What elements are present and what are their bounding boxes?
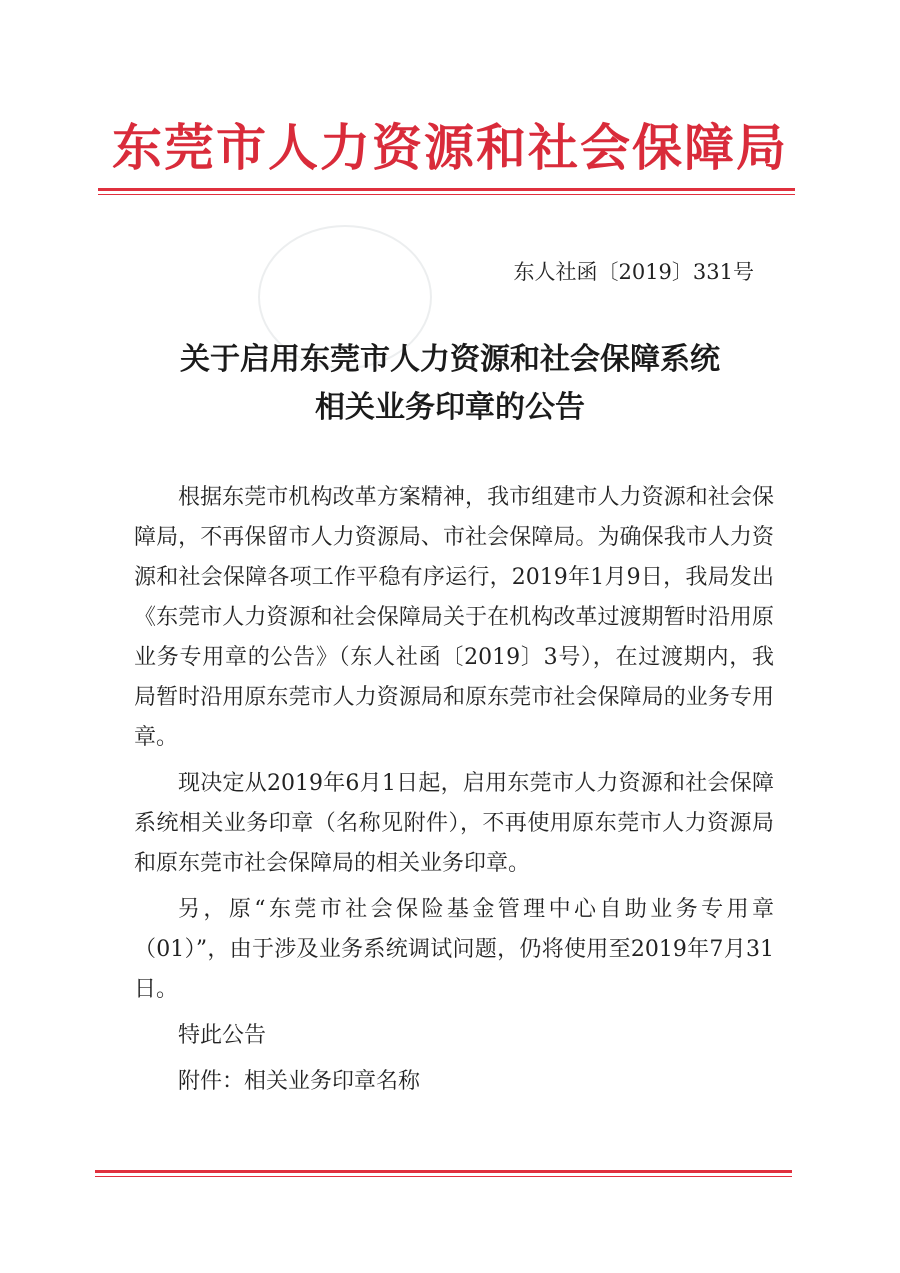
body-paragraph-3: 另，原“东莞市社会保险基金管理中心自助业务专用章（01）”，由于涉及业务系统调试问题，仍将使用至2019年7月31日。 xyxy=(134,897,774,1002)
body-paragraph-2: 现决定从2019年6月1日起，启用东莞市人力资源和社会保障系统相关业务印章（名称见附件），不再使用原东莞市人力资源局和原东莞市社会保障局的相关业务印章。 xyxy=(134,771,774,876)
document-title-line-1: 关于启用东莞市人力资源和社会保障系统 xyxy=(180,342,720,377)
letterhead-agency-name: 东莞市人力资源和社会保障局 xyxy=(112,118,788,177)
document-number: 东人社函〔2019〕331号 xyxy=(513,260,754,284)
closing-line: 特此公告 xyxy=(178,1023,267,1048)
document-title xyxy=(0,336,900,432)
letterhead-red-rule-thin xyxy=(98,194,795,195)
document-body xyxy=(134,478,774,1102)
body-paragraph-1: 根据东莞市机构改革方案精神，我市组建市人力资源和社会保障局，不再保留市人力资源局、市社会保障局。为确保我市人力资源和社会保障各项工作平稳有序运行，2019年1月9日，我局发出《东莞市人力资源和社会保障局关于在机构改革过渡期暂时沿用原业务专用章的公告》（东人社函〔2019〕3号），在过渡期内，我局暂时沿用原东莞市人力资源局和原东莞市社会保障局的业务专用章。 xyxy=(134,485,774,750)
letterhead-red-rule xyxy=(98,188,795,191)
footer-red-rule xyxy=(95,1170,792,1173)
attachment-line: 附件：相关业务印章名称 xyxy=(178,1069,421,1094)
footer-red-rule-thin xyxy=(95,1176,792,1177)
document-title-line-2: 相关业务印章的公告 xyxy=(315,390,585,425)
